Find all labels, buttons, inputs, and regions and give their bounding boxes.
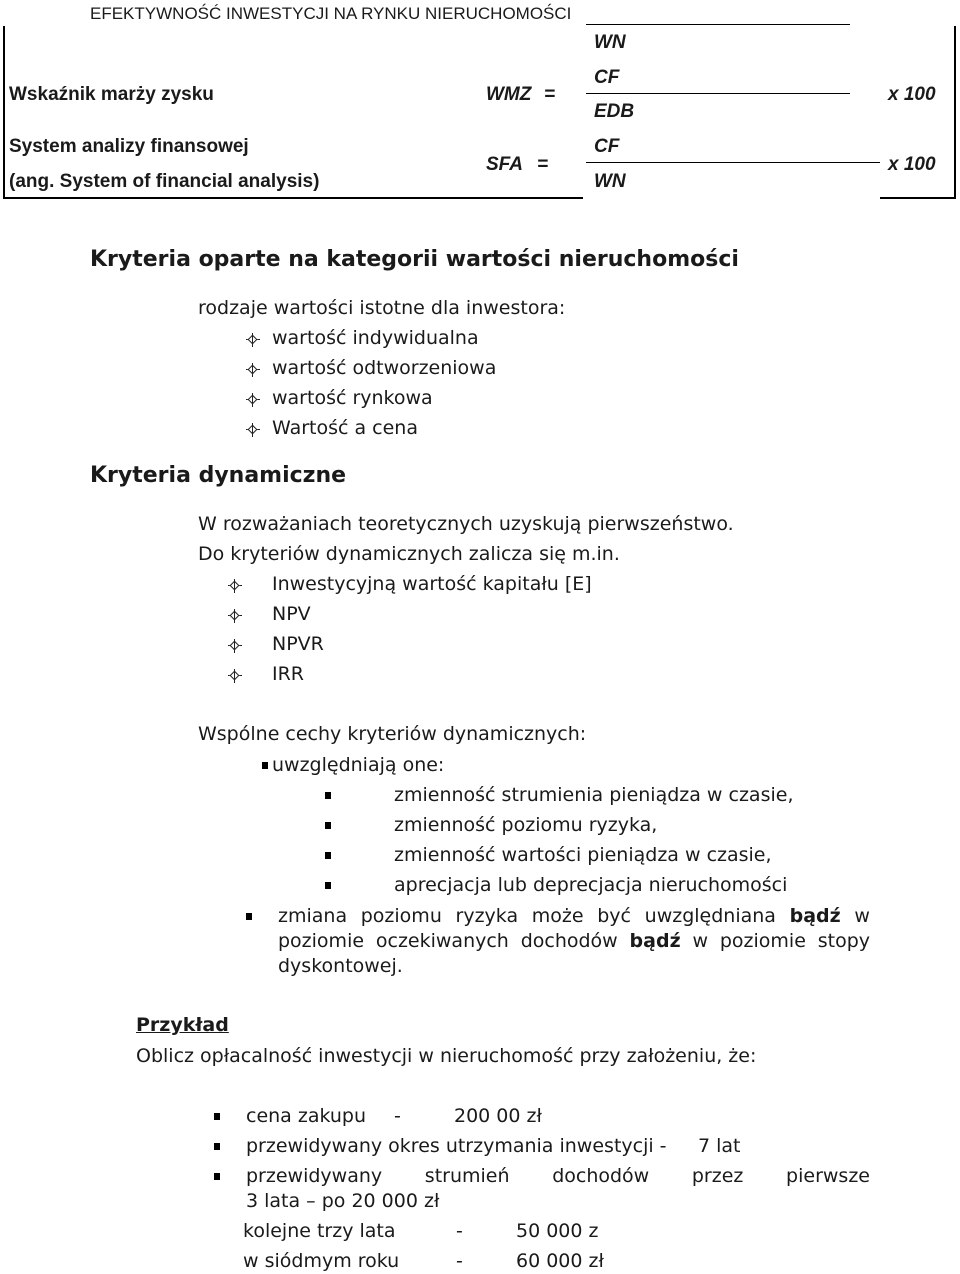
holding-period-label: przewidywany okres utrzymania inwestycji - [246,1135,667,1157]
square-bullet-icon [325,822,331,829]
next-years-dash: - [456,1220,463,1242]
word: uwzględniana [644,905,776,927]
cross-diamond-bullet-icon [228,669,242,683]
list-item: NPVR [272,633,324,655]
sfa-label-line1: System analizy finansowej [9,136,249,157]
list-item: zmienność poziomu ryzyka, [394,814,658,836]
square-bullet-icon [325,852,331,859]
word: poziomu [360,905,442,927]
word: dochodów [520,930,618,952]
word: oczekiwanych [375,930,509,952]
word: może [531,905,584,927]
income-stream-line-2: 3 lata – po 20 000 zł [246,1190,440,1212]
square-bullet-icon [262,762,268,769]
next-years-value: 50 000 z [516,1220,599,1242]
emphasis-word: bądź [629,930,681,952]
sfa-numerator: CF [594,136,620,157]
sfa-multiplier: x 100 [888,154,936,175]
sfa-symbol: SFA [486,154,523,175]
word: dochodów [552,1165,650,1187]
square-bullet-icon [214,1173,220,1180]
cross-diamond-bullet-icon [228,609,242,623]
section1-title: Kryteria oparte na kategorii wartości nieruchomości [90,247,739,272]
purchase-price-label: cena zakupu [246,1105,367,1127]
wmz-multiplier: x 100 [888,84,936,105]
cross-diamond-bullet-icon [246,423,260,437]
table-left-border [3,26,5,198]
next-years-label: kolejne trzy lata [243,1220,396,1242]
word: w [692,930,709,952]
wmz-denominator: EDB [594,101,635,122]
square-bullet-icon [214,1113,220,1120]
emphasis-word: bądź [789,905,841,927]
section2-paragraph-1: W rozważaniach teoretycznych uzyskują pierwszeństwo. [198,513,734,535]
example-title: Przykład [136,1014,229,1036]
page-header-title: EFEKTYWNOŚĆ INWESTYCJI NA RYNKU NIERUCHOMOŚCI [90,4,572,23]
income-stream-line-1 [246,1165,870,1187]
cross-diamond-bullet-icon [246,363,260,377]
seventh-year-dash: - [456,1250,463,1272]
common-features-title: Wspólne cechy kryteriów dynamicznych: [198,723,587,745]
sfa-fraction-bar [586,162,880,163]
list-item: zmienność wartości pieniądza w czasie, [394,844,772,866]
section2-title: Kryteria dynamiczne [90,463,347,488]
risk-paragraph-line-1 [278,905,870,927]
word: zmiana [278,905,348,927]
list-item: wartość rynkowa [272,387,433,409]
word: być [597,905,631,927]
seventh-year-value: 60 000 zł [516,1250,604,1272]
list-item: wartość odtworzeniowa [272,357,497,379]
square-bullet-icon [214,1143,220,1150]
header-rule [586,24,850,25]
word: poziomie [719,930,806,952]
common-features-sub: uwzględniają one: [272,754,445,776]
list-item: wartość indywidualna [272,327,479,349]
table-right-border [954,26,956,198]
risk-paragraph-line-3: dyskontowej. [278,955,403,977]
list-item: Inwestycyjną wartość kapitału [E] [272,573,592,595]
wmz-label: Wskaźnik marży zysku [9,84,214,105]
cross-diamond-bullet-icon [228,579,242,593]
purchase-price-value: 200 00 zł [454,1105,542,1127]
word: w [854,905,870,927]
list-item: IRR [272,663,305,685]
purchase-price-dash: - [394,1105,401,1127]
cross-diamond-bullet-icon [246,393,260,407]
holding-period-value: 7 lat [698,1135,741,1157]
cross-diamond-bullet-icon [246,333,260,347]
wmz-symbol: WMZ [486,84,532,105]
wmz-equals: = [544,84,556,105]
wmz-fraction-bar [586,93,850,94]
list-item: Wartość a cena [272,417,418,439]
sfa-label-line2: (ang. System of financial analysis) [9,171,320,192]
row0-numerator: WN [594,32,626,53]
word: przez [691,1165,744,1187]
word: strumień [424,1165,510,1187]
word: pierwsze [786,1165,870,1187]
square-bullet-icon [325,792,331,799]
cross-diamond-bullet-icon [228,639,242,653]
list-item: aprecjacja lub deprecjacja nieruchomości [394,874,788,896]
word: stopy [817,930,870,952]
square-bullet-icon [246,913,252,920]
sfa-equals: = [537,154,549,175]
risk-paragraph-line-2 [278,930,870,952]
list-item: zmienność strumienia pieniądza w czasie, [394,784,794,806]
square-bullet-icon [325,882,331,889]
section1-intro: rodzaje wartości istotne dla inwestora: [198,297,566,319]
section2-paragraph-2: Do kryteriów dynamicznych zalicza się m.in. [198,543,620,565]
sfa-denominator: WN [594,171,626,192]
list-item: NPV [272,603,311,625]
seventh-year-label: w siódmym roku [243,1250,400,1272]
word: przewidywany [246,1165,383,1187]
word: poziomie [278,930,365,952]
word: ryzyka [455,905,519,927]
wmz-numerator: CF [594,67,620,88]
example-intro: Oblicz opłacalność inwestycji w nieruchomość przy założeniu, że: [136,1045,757,1067]
table-bottom-border [3,197,583,199]
table-bottom-border-right [880,197,956,199]
